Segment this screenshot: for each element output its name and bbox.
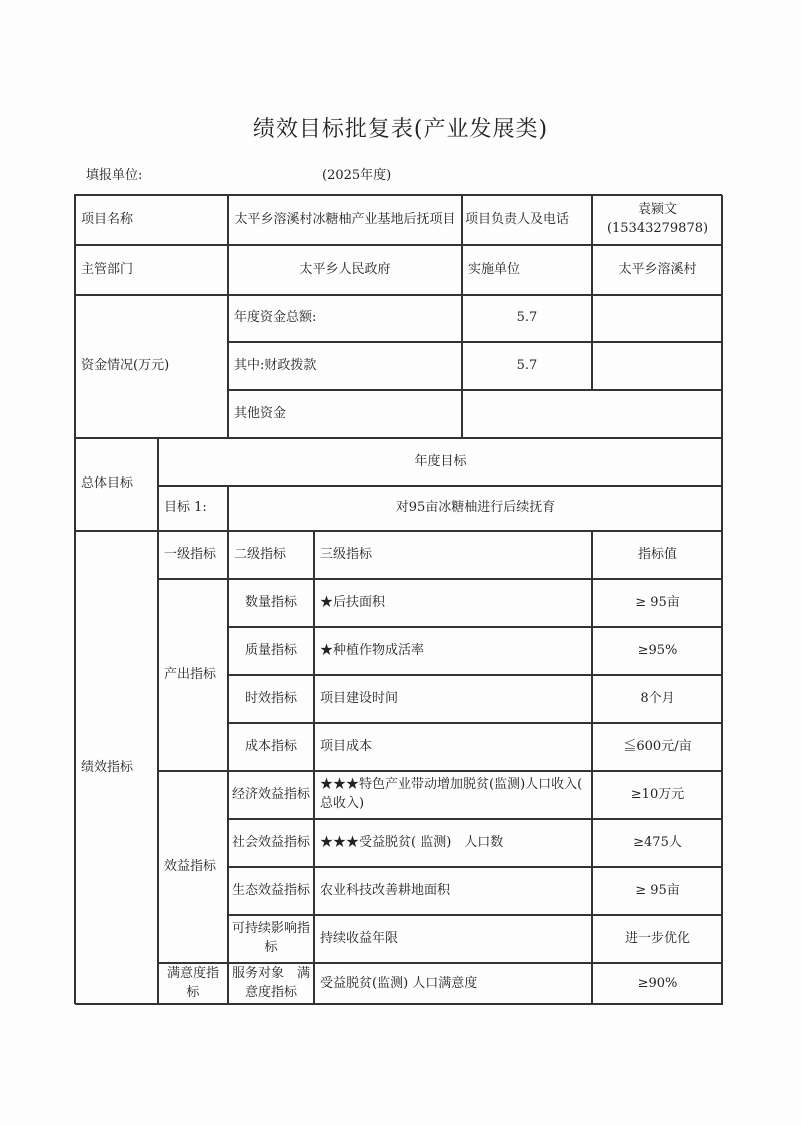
- indicator-l2: 服务对象 满意度指标: [228, 963, 314, 1005]
- indicator-value: ≥ 95亩: [592, 579, 723, 627]
- impl: 太平乡溶溪村: [592, 245, 723, 295]
- indicator-value: ≥475人: [592, 819, 723, 867]
- indicator-l3: ★后扶面积: [314, 579, 592, 627]
- indicator-l2: 数量指标: [228, 579, 314, 627]
- indicator-l2: 社会效益指标: [228, 819, 314, 867]
- goals-label: 总体目标: [75, 438, 158, 531]
- goal1: 对95亩冰糖柚进行后续抚育: [228, 486, 723, 531]
- indicator-l2: 生态效益指标: [228, 867, 314, 915]
- indicator-l3: 项目建设时间: [314, 675, 592, 723]
- project-name: 太平乡溶溪村冰糖柚产业基地后抚项目: [228, 195, 462, 245]
- indicator-l2: 质量指标: [228, 627, 314, 675]
- indicator-value: ≥90%: [592, 963, 723, 1005]
- indicator-l3: ★★★特色产业带动增加脱贫(监测)人口收入( 总收入): [314, 771, 592, 819]
- fiscal-funds: 5.7: [462, 342, 592, 390]
- indicator-value: 8个月: [592, 675, 723, 723]
- owner-phone: (15343279878): [606, 221, 709, 236]
- owner-name: 袁颍文: [637, 202, 677, 218]
- other-funds: [462, 390, 723, 438]
- indicator-value: ≥ 95亩: [592, 867, 723, 915]
- header-value: 指标值: [592, 531, 723, 579]
- indicator-value: ≥95%: [592, 627, 723, 675]
- indicator-l2: 可持续影响指标: [228, 915, 314, 963]
- dept-label: 主管部门: [75, 245, 228, 295]
- output-indicators: 产出指标: [158, 579, 228, 771]
- fiscal-funds-label: 其中:财政拨款: [228, 342, 462, 390]
- indicator-value: 进一步优化: [592, 915, 723, 963]
- total-funds: 5.7: [462, 295, 592, 342]
- blank-cell: [592, 342, 723, 390]
- unit-label: 填报单位:: [86, 168, 143, 183]
- blank-cell: [592, 295, 723, 342]
- other-funds-label: 其他资金: [228, 390, 462, 438]
- satisfaction-indicators: 满意度指标: [158, 963, 228, 1005]
- project-name-label: 项目名称: [75, 195, 228, 245]
- goal1-label: 目标 1:: [158, 486, 228, 531]
- impl-label: 实施单位: [462, 245, 592, 295]
- indicator-l3: ★种植作物成活率: [314, 627, 592, 675]
- benefit-indicators: 效益指标: [158, 771, 228, 963]
- indicator-l3: ★★★受益脱贫( 监测) 人口数: [314, 819, 592, 867]
- annual-goal-header: 年度目标: [158, 438, 723, 486]
- indicator-value: ≦600元/亩: [592, 723, 723, 771]
- indicator-l3: 农业科技改善耕地面积: [314, 867, 592, 915]
- indicator-l2: 经济效益指标: [228, 771, 314, 819]
- indicator-l3: 受益脱贫(监测) 人口满意度: [314, 963, 592, 1005]
- total-funds-label: 年度资金总额:: [228, 295, 462, 342]
- year-label: (2025年度): [322, 168, 392, 183]
- indicators-label: 绩效指标: [75, 531, 158, 1005]
- indicator-value: ≥10万元: [592, 771, 723, 819]
- owner-cell: [592, 195, 723, 245]
- page-title: 绩效目标批复表(产业发展类): [252, 117, 549, 142]
- header-l2: 二级指标: [228, 531, 314, 579]
- dept: 太平乡人民政府: [228, 245, 462, 295]
- owner-label: 项目负责人及电话: [462, 195, 592, 245]
- indicator-l3: 持续收益年限: [314, 915, 592, 963]
- funds-label: 资金情况(万元): [75, 295, 228, 438]
- header-l3: 三级指标: [314, 531, 592, 579]
- indicator-l2: 成本指标: [228, 723, 314, 771]
- indicator-l2: 时效指标: [228, 675, 314, 723]
- indicator-l3: 项目成本: [314, 723, 592, 771]
- performance-table: [74, 194, 722, 1004]
- header-l1: 一级指标: [158, 531, 228, 579]
